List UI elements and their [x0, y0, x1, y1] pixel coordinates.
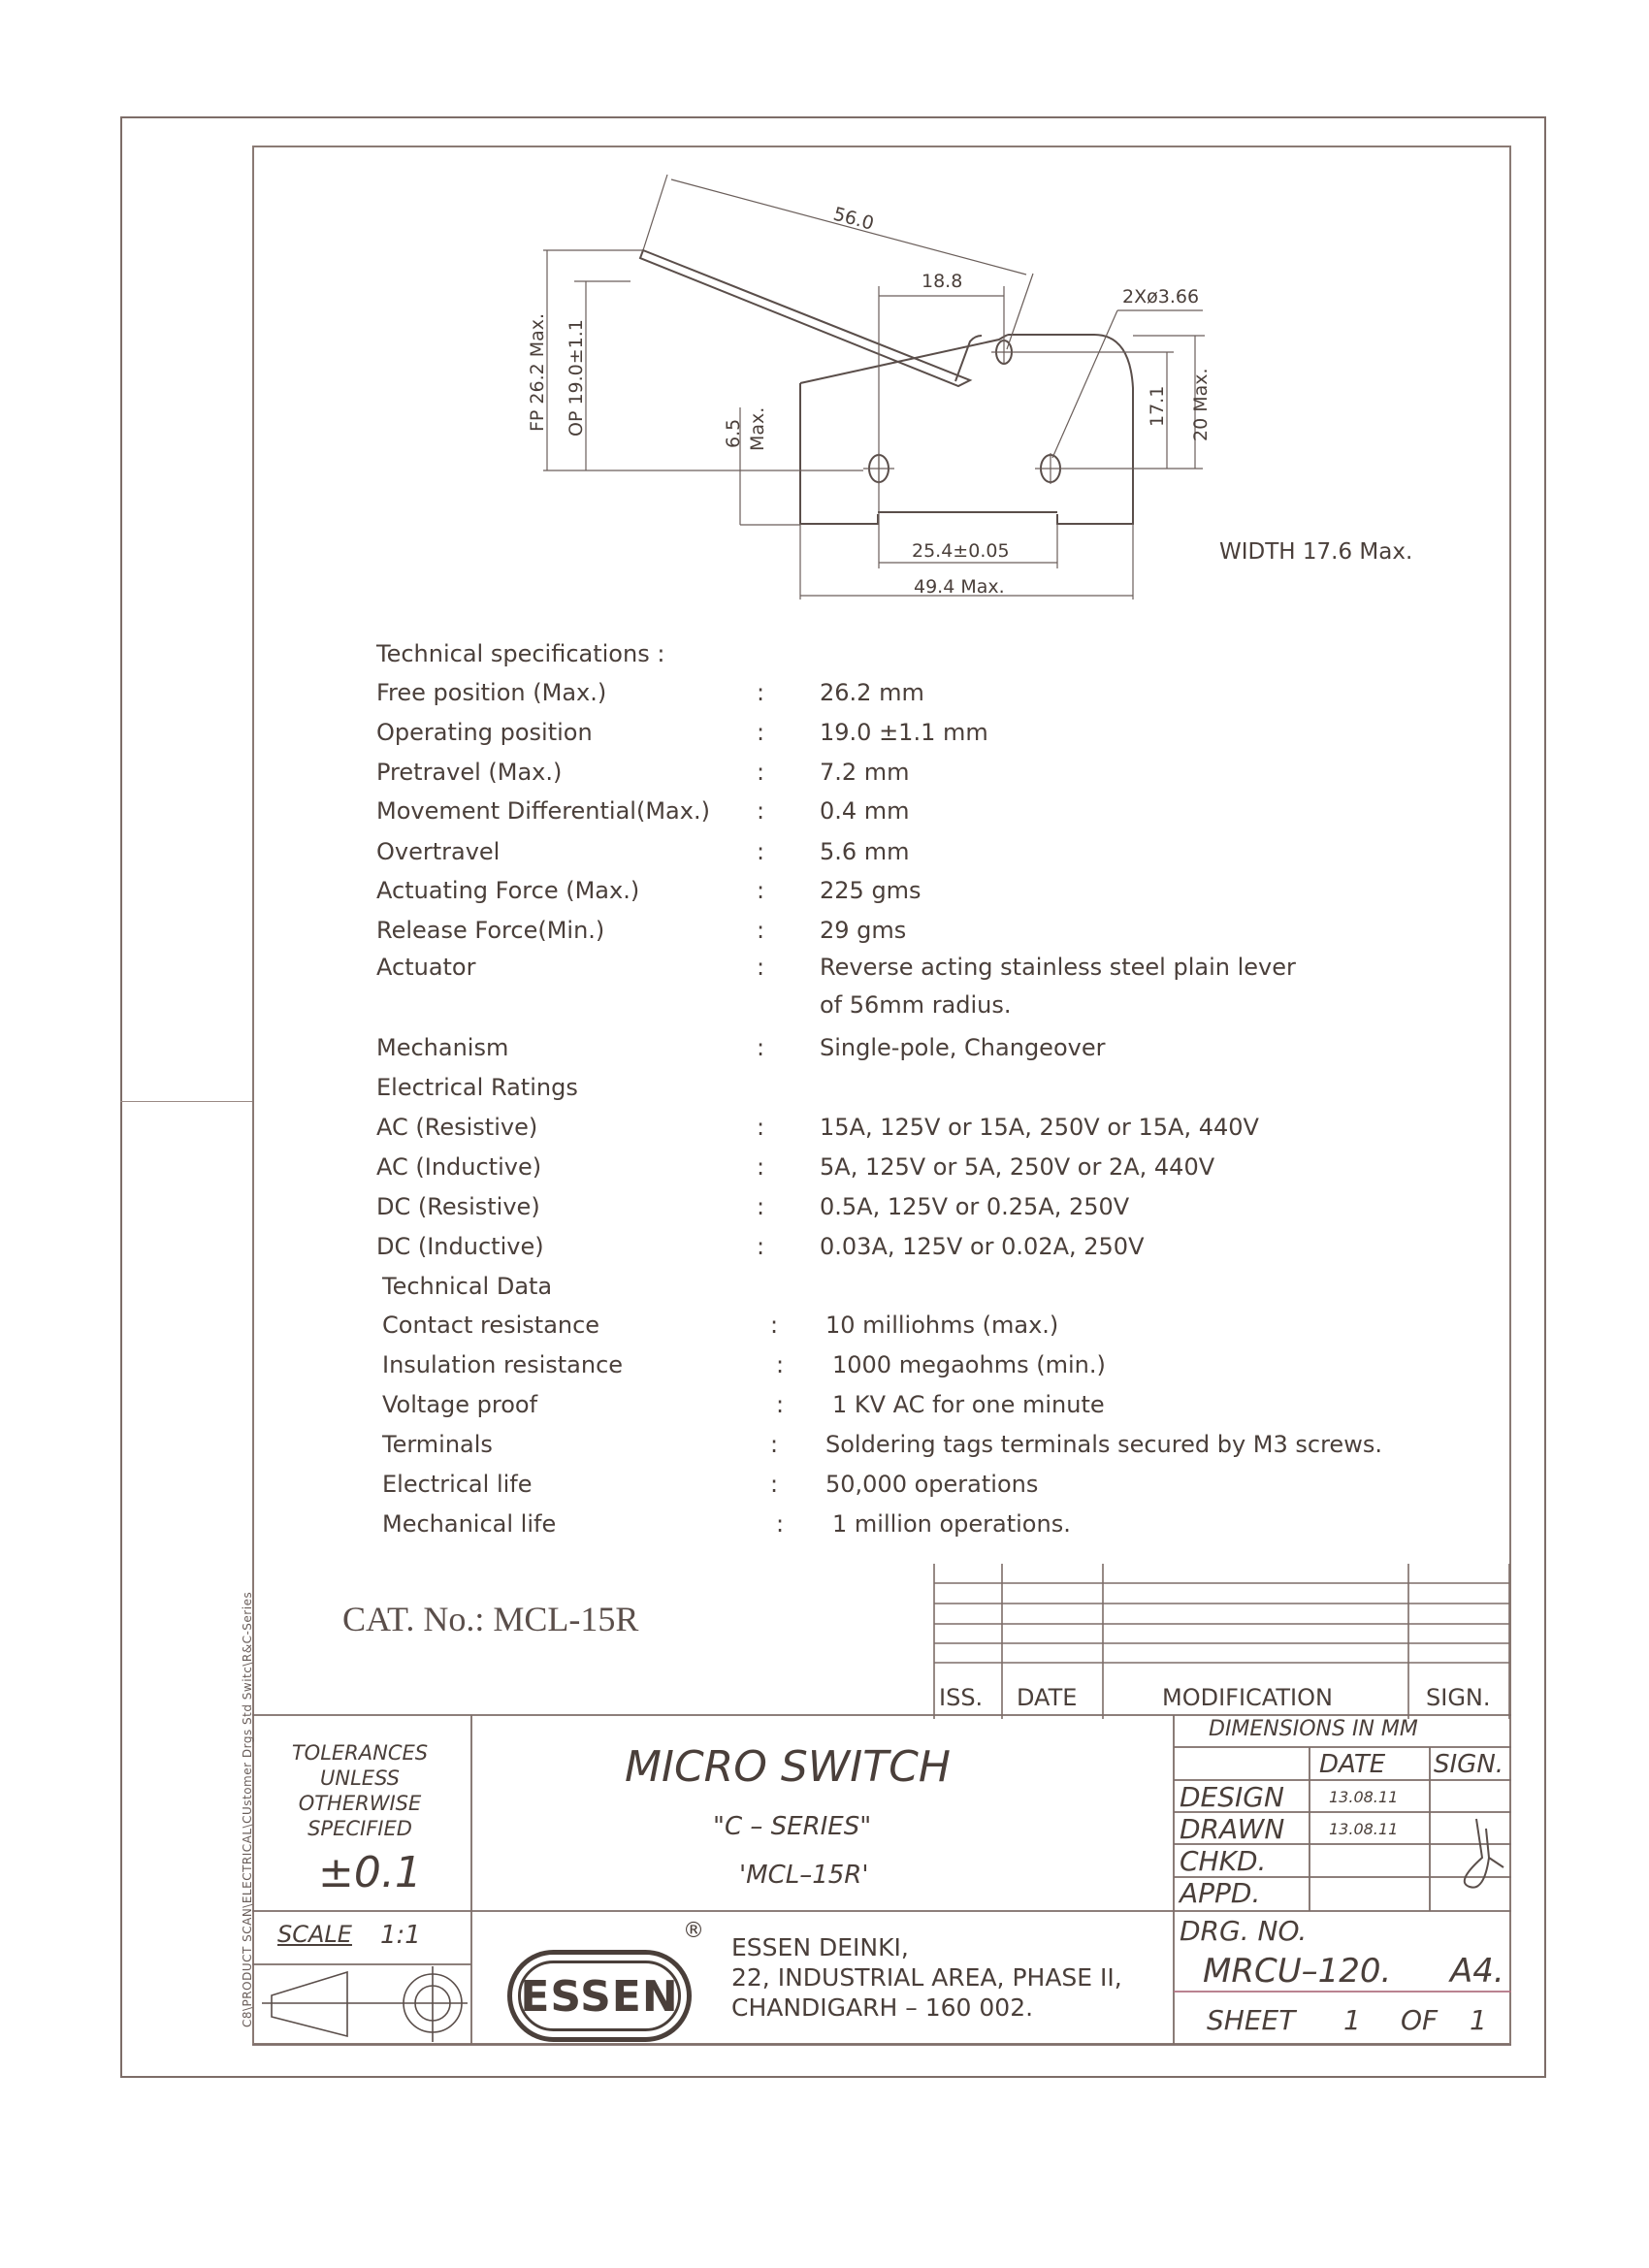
- dim-terminal-height-note: Max.: [747, 406, 768, 451]
- dim-lever-length: 56.0: [830, 203, 877, 235]
- lever-arm: [640, 250, 970, 386]
- dim-body-height: 20 Max.: [1190, 368, 1212, 441]
- date-header: DATE: [1319, 1750, 1386, 1779]
- switch-drawing: [0, 0, 1649, 679]
- dim-terminal-height: 6.5: [723, 418, 744, 448]
- drawing-series: "C – SERIES": [713, 1812, 872, 1841]
- approval-role: DESIGN: [1180, 1781, 1284, 1813]
- spec-row-continuation: of 56mm radius.: [820, 991, 1012, 1019]
- essen-logo: ESSEN: [507, 1950, 692, 2042]
- company-address: ESSEN DEINKI, 22, INDUSTRIAL AREA, PHASE II, CHANDIGARH – 160 002.: [731, 1933, 1122, 2022]
- file-path-label: C8\PRODUCT SCAN\ELECTRICAL\CUstomer Drgs Std Switc\R&C-Series: [241, 1591, 254, 2027]
- tolerance-value: ±0.1: [318, 1848, 422, 1897]
- dim-pivot-offset: 18.8: [922, 271, 963, 292]
- margin-tick: [120, 1101, 252, 1102]
- sign-header: SIGN.: [1434, 1750, 1504, 1779]
- revision-header-sign: SIGN.: [1426, 1684, 1491, 1711]
- tolerances-note: TOLERANCES UNLESS OTHERWISE SPECIFIED: [291, 1741, 429, 1840]
- revision-header-date: DATE: [1017, 1684, 1078, 1711]
- approval-date: 13.08.11: [1329, 1820, 1399, 1838]
- revision-header-iss: ISS.: [939, 1684, 984, 1711]
- paper-size: A4.: [1450, 1952, 1504, 1991]
- electrical-title: Electrical Ratings: [376, 1074, 578, 1101]
- approval-role: APPD.: [1180, 1877, 1261, 1909]
- scale-label: SCALE: [277, 1921, 352, 1948]
- specs-title: Technical specifications :: [376, 640, 665, 667]
- registered-mark-icon: ®: [683, 1919, 704, 1943]
- sheet-of: OF: [1401, 2004, 1439, 2036]
- dim-body-length: 49.4 Max.: [914, 576, 1005, 598]
- dim-free-position: FP 26.2 Max.: [527, 312, 548, 432]
- scale-value: 1:1: [380, 1921, 421, 1950]
- tech-data-title: Technical Data: [382, 1273, 553, 1300]
- dim-operating-position: OP 19.0±1.1: [566, 319, 587, 437]
- dim-mount-holes: 2Xø3.66: [1122, 286, 1200, 308]
- projection-symbol-icon: [262, 1966, 468, 2042]
- width-note: WIDTH 17.6 Max.: [1219, 539, 1413, 565]
- sheet-number: 1: [1343, 2004, 1361, 2036]
- approval-date: 13.08.11: [1329, 1788, 1399, 1806]
- catalog-number: CAT. No.: MCL-15R: [342, 1600, 639, 1638]
- drawing-model: 'MCL–15R': [739, 1861, 869, 1890]
- dim-hole-spacing: 25.4±0.05: [912, 540, 1010, 562]
- approval-role: DRAWN: [1180, 1813, 1285, 1845]
- drawing-title: MICRO SWITCH: [625, 1742, 951, 1792]
- revision-header-modification: MODIFICATION: [1162, 1684, 1333, 1711]
- approval-role: CHKD.: [1180, 1845, 1267, 1877]
- dim-hole-height: 17.1: [1147, 385, 1168, 427]
- sheet-total: 1: [1470, 2004, 1487, 2036]
- drawing-number-label: DRG. NO.: [1180, 1915, 1308, 1947]
- sheet-label: SHEET: [1207, 2004, 1296, 2036]
- dimensions-unit: DIMENSIONS IN MM: [1209, 1717, 1418, 1741]
- drawing-number: MRCU–120.: [1203, 1952, 1392, 1991]
